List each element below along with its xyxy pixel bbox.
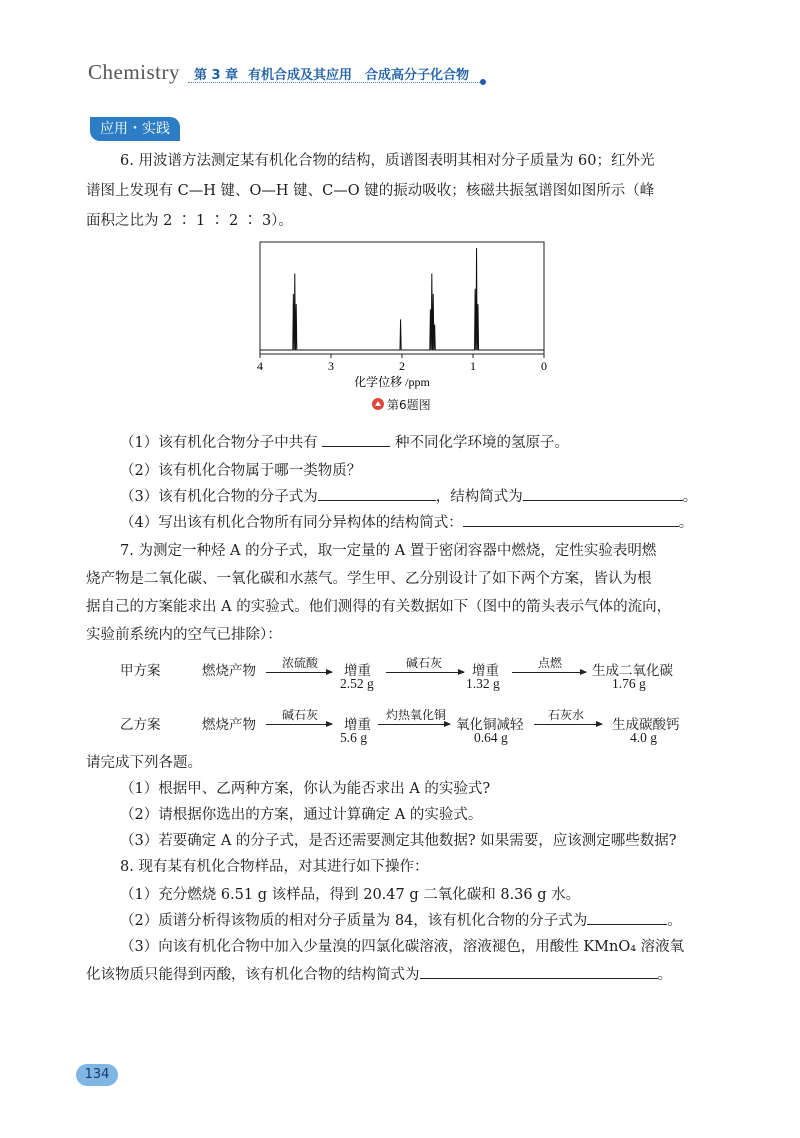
q7-line1: 7. 为测定一种烃 A 的分子式，取一定量的 A 置于密闭容器中燃烧，定性实验表明燃 bbox=[120, 543, 657, 559]
plan-b-step-2: 氧化铜减轻 bbox=[456, 717, 524, 733]
plan-a-start: 燃烧产物 bbox=[202, 663, 256, 679]
page-number: 134 bbox=[76, 1064, 118, 1086]
plan-a-label: 甲方案 bbox=[120, 663, 161, 679]
chapter-topic: 有机合成及其应用 合成高分子化合物 bbox=[248, 68, 470, 83]
q7-sub2: （2）请根据你选出的方案，通过计算确定 A 的实验式。 bbox=[120, 807, 483, 823]
q6-sub2: （2）该有机化合物属于哪一类物质？ bbox=[120, 463, 362, 479]
plan-b-value-2: 0.64 g bbox=[474, 730, 508, 745]
q6-sub1: （1）该有机化合物分子中共有 种不同化学环境的氢原子。 bbox=[120, 428, 740, 458]
q7-line2: 烧产物是二氧化碳、一氧化碳和水蒸气。学生甲、乙分别设计了如下两个方案，皆认为根 bbox=[86, 571, 652, 587]
figure-caption-text: 第6题图 bbox=[387, 398, 431, 412]
answer-blank[interactable] bbox=[318, 484, 436, 501]
section-label: 应用・实践 bbox=[90, 117, 180, 141]
q7-prompt: 请完成下列各题。 bbox=[86, 755, 202, 771]
x-tick-label: 1 bbox=[470, 359, 476, 373]
plan-a-value-2: 1.32 g bbox=[466, 676, 500, 691]
figure-caption bbox=[372, 396, 431, 413]
q6-sub4: （4）写出该有机化合物所有同分异构体的结构简式： 。 bbox=[120, 508, 740, 538]
answer-blank[interactable] bbox=[322, 430, 390, 447]
arrow-icon bbox=[266, 724, 332, 725]
x-tick-label: 3 bbox=[328, 359, 334, 373]
arrow-icon bbox=[534, 724, 602, 725]
chapter-number: 第 3 章 bbox=[194, 68, 239, 83]
plan-b-value-1: 5.6 g bbox=[340, 730, 367, 745]
figure-marker-icon bbox=[372, 398, 384, 410]
plan-a-reagent-3: 点燃 bbox=[538, 656, 563, 670]
answer-blank[interactable] bbox=[420, 962, 658, 979]
plan-a-step-2: 增重 bbox=[472, 663, 499, 679]
x-axis-label: 化学位移 /ppm bbox=[354, 375, 430, 389]
header-divider bbox=[188, 82, 480, 83]
plan-a-reagent-2: 碱石灰 bbox=[406, 656, 443, 670]
plan-b-value-3: 4.0 g bbox=[630, 730, 657, 745]
plan-a-value-3: 1.76 g bbox=[612, 676, 646, 691]
plot-frame bbox=[260, 242, 544, 354]
q8-sub3-line2: 化该物质只能得到丙酸，该有机化合物的结构简式为 。 bbox=[86, 960, 706, 990]
q7-line3: 据自己的方案能求出 A 的实验式。他们测得的有关数据如下（图中的箭头表示气体的流向， bbox=[86, 599, 672, 615]
plan-a-step-3: 生成二氧化碳 bbox=[592, 663, 673, 679]
spectrum-trace bbox=[260, 248, 544, 350]
plan-b-label: 乙方案 bbox=[120, 717, 161, 733]
arrow-icon bbox=[266, 672, 332, 673]
x-tick-label: 2 bbox=[399, 359, 405, 373]
x-tick-label: 0 bbox=[541, 359, 547, 373]
q7-sub3: （3）若要确定 A 的分子式，是否还需要测定其他数据? 如果需要，应该测定哪些数据? bbox=[120, 833, 677, 849]
nmr-spectrum-chart bbox=[255, 240, 555, 390]
arrow-icon bbox=[378, 724, 450, 725]
q8-sub1: （1）充分燃烧 6.51 g 该样品，得到 20.47 g 二氧化碳和 8.36 g 水。 bbox=[120, 887, 581, 903]
plan-b-step-3: 生成碳酸钙 bbox=[612, 717, 680, 733]
plan-a-reagent-1: 浓硫酸 bbox=[282, 656, 319, 670]
q7-line4: 实验前系统内的空气已排除）： bbox=[86, 627, 282, 643]
plan-b-start: 燃烧产物 bbox=[202, 717, 256, 733]
answer-blank[interactable] bbox=[463, 510, 679, 527]
answer-blank[interactable] bbox=[587, 908, 667, 925]
answer-blank[interactable] bbox=[523, 484, 683, 501]
plan-b-reagent-2: 灼热氧化铜 bbox=[386, 708, 447, 722]
plan-b-step-1: 增重 bbox=[344, 717, 371, 733]
plan-b-reagent-3: 石灰水 bbox=[548, 708, 585, 722]
q6-line3: 面积之比为 2 ∶ 1 ∶ 2 ∶ 3）。 bbox=[86, 213, 293, 229]
plan-b-reagent-1: 碱石灰 bbox=[282, 708, 319, 722]
plan-a-value-1: 2.52 g bbox=[340, 676, 374, 691]
arrow-icon bbox=[512, 672, 586, 673]
q7-sub1: （1）根据甲、乙两种方案，你认为能否求出 A 的实验式? bbox=[120, 781, 491, 797]
q8-sub2: （2）质谱分析得该物质的相对分子质量为 84，该有机化合物的分子式为 。 bbox=[120, 906, 740, 936]
q6-sub3: （3）该有机化合物的分子式为 ，结构简式为 。 bbox=[120, 482, 740, 512]
book-title: Chemistry bbox=[88, 60, 180, 84]
q6-line1: 6. 用波谱方法测定某有机化合物的结构，质谱图表明其相对分子质量为 60；红外光 bbox=[120, 153, 655, 169]
q8-line1: 8. 现有某有机化合物样品，对其进行如下操作： bbox=[120, 859, 429, 875]
q6-line2: 谱图上发现有 C—H 键、O—H 键、C—O 键的振动吸收；核磁共振氢谱图如图所示（峰 bbox=[86, 183, 655, 199]
plan-a-step-1: 增重 bbox=[344, 663, 371, 679]
arrow-icon bbox=[386, 672, 464, 673]
header-dot-icon bbox=[480, 79, 486, 85]
q8-sub3-line1: （3）向该有机化合物中加入少量溴的四氯化碳溶液，溶液褪色，用酸性 KMnO₄ 溶液氧 bbox=[120, 939, 685, 955]
x-tick-label: 4 bbox=[257, 359, 263, 373]
